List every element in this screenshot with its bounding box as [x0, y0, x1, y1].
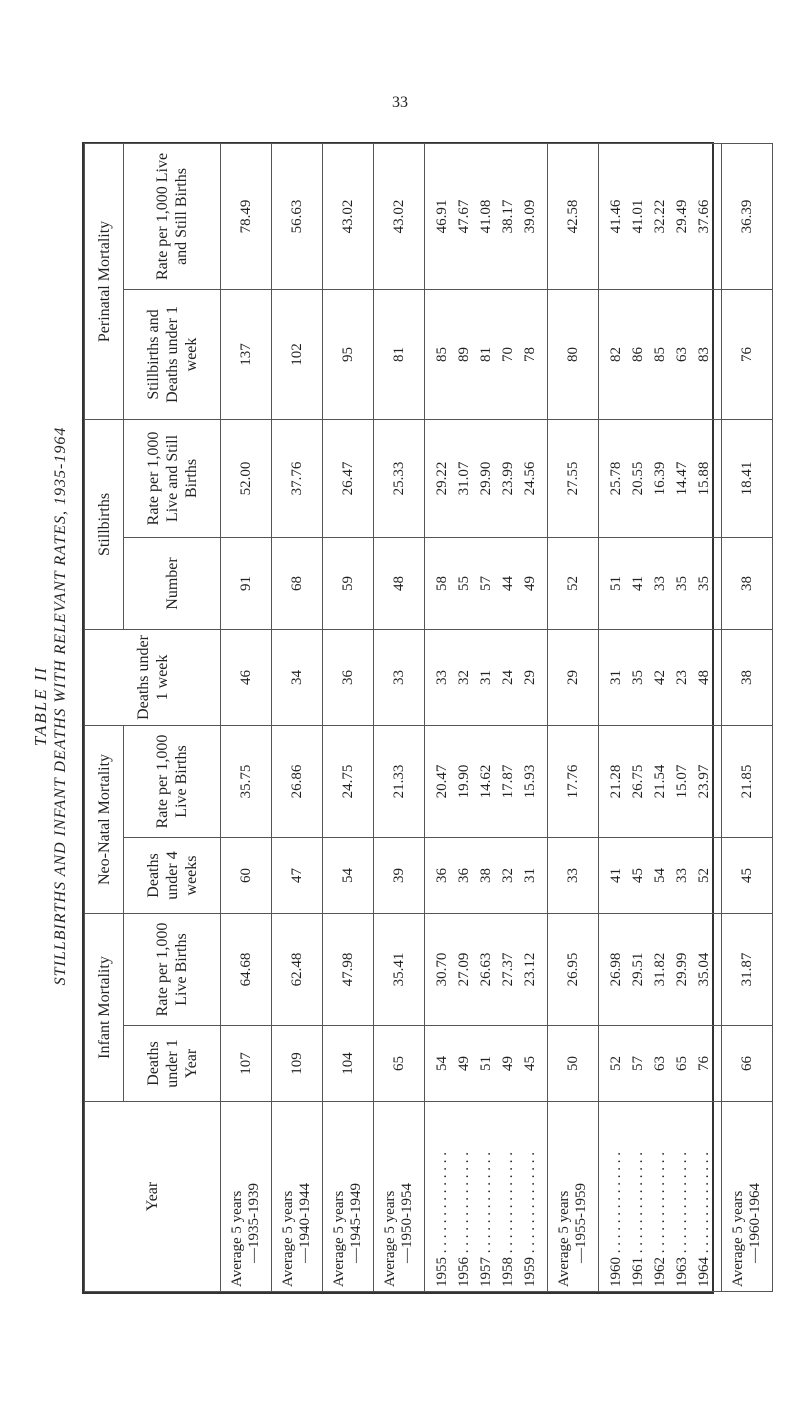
- year-range: —1950-1954: [399, 1183, 415, 1263]
- table-row: [599, 143, 722, 1291]
- deaths-under-1-year-cell: 66: [722, 1026, 773, 1102]
- neo-natal-rate-cell: 21.28 26.75 21.54 15.07 23.97: [599, 725, 722, 837]
- deaths-under-1-week-cell: 31 35 42 23 48: [599, 629, 722, 725]
- year-cell: [374, 1102, 425, 1292]
- stillbirth-rate-cell: 37.76: [272, 419, 323, 537]
- deaths-under-4-weeks-header: Deaths under 4 weeks: [124, 837, 221, 913]
- stillbirth-number-cell: 58 55 57 44 49: [425, 537, 548, 629]
- neo-natal-rate-cell: 26.86: [272, 725, 323, 837]
- neo-natal-rate-cell: 21.85: [722, 725, 773, 837]
- infant-rate-cell: 62.48: [272, 913, 323, 1025]
- year-cell: 1960 . . . . . . . . . . . . . . 1961 . . . . . . . . . . . . . . 1962 . . . . . . . . . . . . . . 1963 . . . . . . . . . . . . . . 1964 . . . . . . . . . . . . . .: [599, 1102, 722, 1292]
- year-cell: 1955 . . . . . . . . . . . . . . 1956 . . . . . . . . . . . . . . 1957 . . . . . . . . . . . . . . 1958 . . . . . . . . . . . . . . 1959 . . . . . . . . . . . . . .: [425, 1102, 548, 1292]
- deaths-under-1-week-cell: 38: [722, 629, 773, 725]
- table-row: [221, 143, 272, 1291]
- year-label: Average 5 years: [280, 1190, 296, 1287]
- table-caption: [28, 118, 74, 1294]
- year-label: Average 5 years: [730, 1190, 746, 1287]
- statistics-table-frame: [82, 142, 763, 1294]
- stillbirth-number-cell: 38: [722, 537, 773, 629]
- page-number: 33: [392, 94, 408, 111]
- table-row: [374, 143, 425, 1291]
- deaths-under-1-year-cell: 52 57 63 65 76: [599, 1026, 722, 1102]
- infant-rate-cell: 30.70 27.09 26.63 27.37 23.12: [425, 913, 548, 1025]
- stillbirth-rate-cell: 27.55: [548, 419, 599, 537]
- infant-rate-header: Rate per 1,000 Live Births: [124, 913, 221, 1025]
- deaths-under-4-weeks-cell: 41 45 54 33 52: [599, 837, 722, 913]
- table-row: [722, 143, 773, 1291]
- infant-rate-cell: 26.98 29.51 31.82 29.99 35.04: [599, 913, 722, 1025]
- perinatal-count-cell: 85 89 81 70 78: [425, 289, 548, 419]
- year-cell: [548, 1102, 599, 1292]
- perinatal-rate-header: Rate per 1,000 Live and Still Births: [124, 143, 221, 289]
- deaths-under-1-year-cell: 109: [272, 1026, 323, 1102]
- year-label: Average 5 years: [229, 1190, 245, 1287]
- infant-mortality-header: Infant Mortality: [85, 913, 124, 1101]
- deaths-under-1-year-cell: 54 49 51 49 45: [425, 1026, 548, 1102]
- year-label: Average 5 years: [331, 1190, 347, 1287]
- year-label: Average 5 years: [556, 1190, 572, 1287]
- perinatal-rate-cell: 42.58: [548, 143, 599, 289]
- stillbirth-number-header: Number: [124, 537, 221, 629]
- year-cell: [221, 1102, 272, 1292]
- neo-natal-rate-cell: 21.33: [374, 725, 425, 837]
- year-range: —1945-1949: [348, 1183, 364, 1263]
- perinatal-count-cell: 81: [374, 289, 425, 419]
- neo-natal-rate-cell: 20.47 19.90 14.62 17.87 15.93: [425, 725, 548, 837]
- stillbirth-rate-cell: 26.47: [323, 419, 374, 537]
- perinatal-count-cell: 76: [722, 289, 773, 419]
- deaths-under-1-year-cell: 107: [221, 1026, 272, 1102]
- perinatal-count-cell: 95: [323, 289, 374, 419]
- stillbirth-number-cell: 48: [374, 537, 425, 629]
- deaths-under-4-weeks-cell: 47: [272, 837, 323, 913]
- year-range: —1955-1959: [573, 1183, 589, 1263]
- neo-natal-rate-cell: 17.76: [548, 725, 599, 837]
- table-row: [323, 143, 374, 1291]
- table-title: STILLBIRTHS AND INFANT DEATHS WITH RELEVANT RATES, 1935-1964: [52, 426, 69, 986]
- deaths-under-1-week-cell: 34: [272, 629, 323, 725]
- deaths-under-1-year-cell: 50: [548, 1026, 599, 1102]
- neo-natal-rate-header: Rate per 1,000 Live Births: [124, 725, 221, 837]
- year-header: Year: [85, 1102, 221, 1292]
- stillbirths-header: Stillbirths: [85, 419, 124, 629]
- deaths-under-1-week-cell: 33 32 31 24 29: [425, 629, 548, 725]
- perinatal-rate-cell: 43.02: [323, 143, 374, 289]
- deaths-under-4-weeks-cell: 45: [722, 837, 773, 913]
- perinatal-count-cell: 82 86 85 63 83: [599, 289, 722, 419]
- perinatal-rate-cell: 43.02: [374, 143, 425, 289]
- infant-rate-cell: 35.41: [374, 913, 425, 1025]
- deaths-under-4-weeks-cell: 54: [323, 837, 374, 913]
- year-cell: [323, 1102, 374, 1292]
- perinatal-rate-cell: 36.39: [722, 143, 773, 289]
- perinatal-rate-cell: 46.91 47.67 41.08 38.17 39.09: [425, 143, 548, 289]
- statistics-table: [84, 143, 773, 1292]
- year-range: —1935-1939: [246, 1183, 262, 1263]
- infant-rate-cell: 64.68: [221, 913, 272, 1025]
- stillbirth-rate-cell: 18.41: [722, 419, 773, 537]
- stillbirth-rate-cell: 29.22 31.07 29.90 23.99 24.56: [425, 419, 548, 537]
- perinatal-mortality-header: Perinatal Mortality: [85, 143, 124, 419]
- year-label: Average 5 years: [382, 1190, 398, 1287]
- deaths-under-4-weeks-cell: 33: [548, 837, 599, 913]
- neo-natal-mortality-header: Neo-Natal Mortality: [85, 725, 124, 913]
- perinatal-count-cell: 137: [221, 289, 272, 419]
- perinatal-rate-cell: 41.46 41.01 32.22 29.49 37.66: [599, 143, 722, 289]
- perinatal-rate-cell: 56.63: [272, 143, 323, 289]
- stillbirth-number-cell: 52: [548, 537, 599, 629]
- deaths-under-1-year-cell: 65: [374, 1026, 425, 1102]
- infant-rate-cell: 47.98: [323, 913, 374, 1025]
- table-number: TABLE II: [31, 665, 50, 747]
- perinatal-count-cell: 80: [548, 289, 599, 419]
- year-cell: [722, 1102, 773, 1292]
- table-row: [548, 143, 599, 1291]
- deaths-under-1-week-cell: 29: [548, 629, 599, 725]
- deaths-under-4-weeks-cell: 60: [221, 837, 272, 913]
- deaths-under-4-weeks-cell: 39: [374, 837, 425, 913]
- stillbirth-number-cell: 91: [221, 537, 272, 629]
- stillbirth-rate-cell: 25.33: [374, 419, 425, 537]
- perinatal-rate-cell: 78.49: [221, 143, 272, 289]
- stillbirth-number-cell: 68: [272, 537, 323, 629]
- deaths-under-1-week-header: Deaths under 1 week: [85, 629, 221, 725]
- deaths-under-1-week-cell: 36: [323, 629, 374, 725]
- infant-rate-cell: 26.95: [548, 913, 599, 1025]
- table-row: [425, 143, 548, 1291]
- perinatal-count-header: Stillbirths and Deaths under 1 week: [124, 289, 221, 419]
- stillbirth-number-cell: 51 41 33 35 35: [599, 537, 722, 629]
- stillbirth-rate-cell: 52.00: [221, 419, 272, 537]
- table-row: [272, 143, 323, 1291]
- deaths-under-4-weeks-cell: 36 36 38 32 31: [425, 837, 548, 913]
- year-range: —1960-1964: [747, 1183, 763, 1263]
- stillbirth-number-cell: 59: [323, 537, 374, 629]
- perinatal-count-cell: 102: [272, 289, 323, 419]
- deaths-under-1-year-header: Deaths under 1 Year: [124, 1026, 221, 1102]
- infant-rate-cell: 31.87: [722, 913, 773, 1025]
- stillbirth-rate-header: Rate per 1,000 Live and Still Births: [124, 419, 221, 537]
- neo-natal-rate-cell: 24.75: [323, 725, 374, 837]
- year-cell: [272, 1102, 323, 1292]
- deaths-under-1-week-cell: 46: [221, 629, 272, 725]
- year-range: —1940-1944: [297, 1183, 313, 1263]
- neo-natal-rate-cell: 35.75: [221, 725, 272, 837]
- deaths-under-1-week-cell: 33: [374, 629, 425, 725]
- deaths-under-1-year-cell: 104: [323, 1026, 374, 1102]
- stillbirth-rate-cell: 25.78 20.55 16.39 14.47 15.88: [599, 419, 722, 537]
